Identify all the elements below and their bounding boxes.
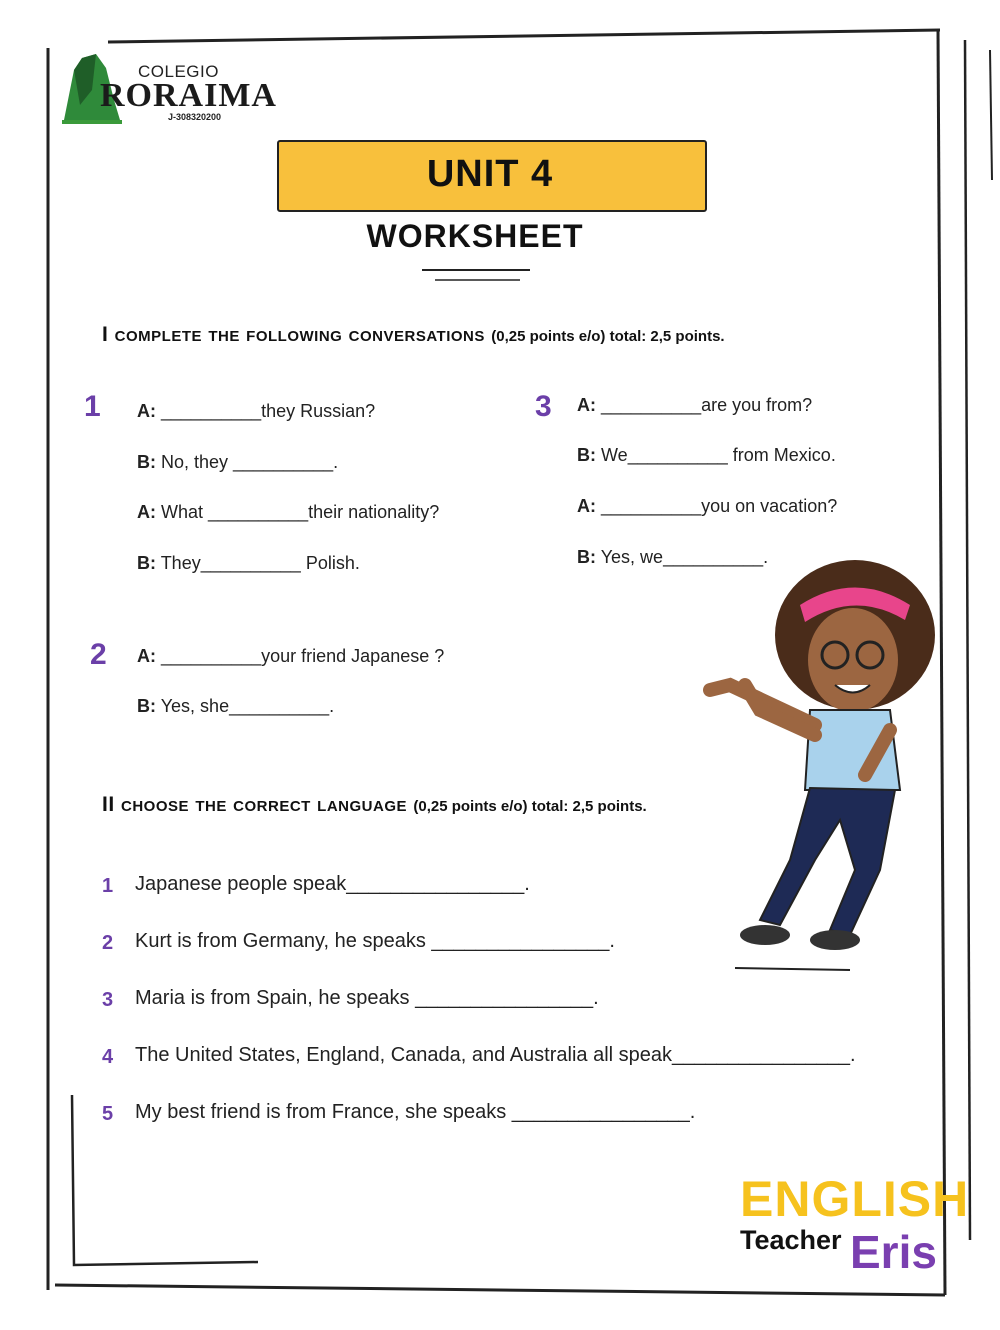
conversation-line (137, 696, 334, 717)
speaker-label: B: (137, 452, 156, 472)
speaker-label: A: (137, 502, 156, 522)
section-1-heading (102, 323, 725, 347)
line-text: No, they __________. (161, 452, 339, 472)
exercise-sentence: My best friend is from France, she speaks ________________. (135, 1101, 696, 1123)
group-number: 3 (535, 390, 552, 423)
conversation-line (137, 646, 444, 667)
section-2-points: (0,25 points e/o) total: 2,5 points. (413, 798, 647, 815)
speaker-label: B: (577, 547, 596, 567)
line-text: We__________ from Mexico. (601, 445, 836, 465)
speaker-label: A: (137, 401, 156, 421)
brand-english: ENGLISH (740, 1171, 970, 1227)
section-1-title: I complete the following conversations (102, 323, 485, 346)
conversation-line (137, 502, 439, 523)
speaker-label: A: (577, 395, 596, 415)
line-text: __________they Russian? (161, 401, 376, 421)
conversation-line (137, 452, 338, 473)
teacher-avatar-illustration (690, 560, 950, 980)
exercise-sentence: Kurt is from Germany, he speaks ________________. (135, 930, 615, 952)
logo-rif-text: J-308320200 (168, 112, 222, 122)
exercise-sentence: Japanese people speak________________. (135, 873, 530, 895)
line-text: __________you on vacation? (601, 496, 838, 516)
brand-eris: Eris (850, 1226, 937, 1278)
exercise-sentence: The United States, England, Canada, and Australia all speak________________. (135, 1044, 856, 1066)
line-text: Yes, she__________. (160, 696, 335, 716)
school-logo (62, 50, 277, 130)
brand-teacher: Teacher (740, 1225, 842, 1255)
line-text: Yes, we__________. (600, 547, 769, 567)
item-number: 3 (102, 989, 114, 1011)
speaker-label: B: (577, 445, 596, 465)
logo-colegio-text: COLEGIO (138, 62, 219, 81)
worksheet-subtitle: WORKSHEET (366, 218, 584, 254)
conversation-line (137, 401, 375, 422)
line-text: They__________ Polish. (160, 553, 360, 573)
section-2-title: II choose the correct language (102, 793, 408, 816)
exercise-sentence: Maria is from Spain, he speaks ________________. (135, 987, 599, 1009)
item-number: 1 (102, 875, 114, 897)
conversation-line (137, 553, 360, 574)
section-2-heading (102, 793, 647, 817)
group-number: 1 (84, 390, 101, 423)
conversation-line (577, 395, 812, 416)
logo-roraima-text: RORAIMA (100, 77, 277, 114)
speaker-label: A: (137, 646, 156, 666)
section-1-points: (0,25 points e/o) total: 2,5 points. (491, 328, 725, 345)
item-number: 5 (102, 1103, 114, 1125)
item-number: 2 (102, 932, 114, 954)
group-number: 2 (90, 638, 107, 671)
line-text: __________are you from? (601, 395, 813, 415)
conversation-line (577, 445, 836, 466)
unit-title: UNIT 4 (426, 153, 554, 195)
conversation-line (577, 496, 837, 517)
item-number: 4 (102, 1046, 114, 1068)
line-text: What __________their nationality? (161, 502, 440, 522)
speaker-label: A: (577, 496, 596, 516)
speaker-label: B: (137, 553, 156, 573)
speaker-label: B: (137, 696, 156, 716)
line-text: __________your friend Japanese ? (161, 646, 445, 666)
